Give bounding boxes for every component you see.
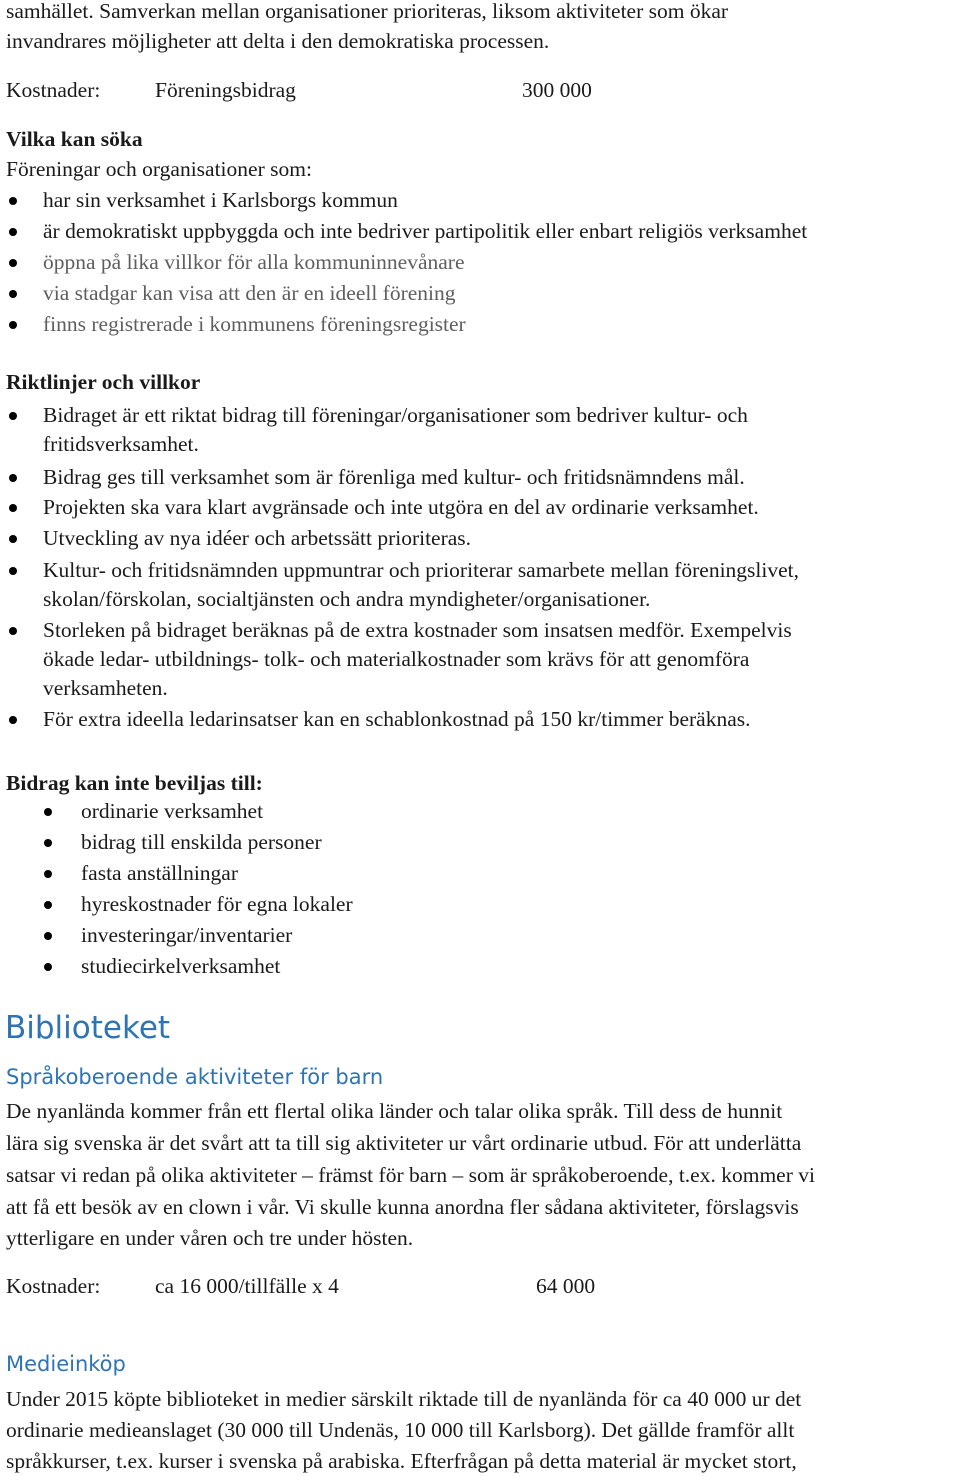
list-item: hyreskostnader för egna lokaler xyxy=(81,892,353,916)
list-item-cont: skolan/förskolan, socialtjänsten och andra myndigheter/organisationer. xyxy=(43,587,651,611)
bullet-icon xyxy=(9,321,17,329)
bullet-icon xyxy=(44,808,52,816)
list-item: Bidrag ges till verksamhet som är förenliga med kultur- och fritidsnämndens mål. xyxy=(43,465,745,489)
paragraph-line: Under 2015 köpte biblioteket in medier särskilt riktade till de nyanlända för ca 40 000 ur det xyxy=(6,1387,802,1411)
list-item: investeringar/inventarier xyxy=(81,923,293,947)
list-item: Storleken på bidraget beräknas på de extra kostnader som insatsen medför. Exempelvis xyxy=(43,618,792,642)
bullet-icon xyxy=(44,870,52,878)
cost-item: ca 16 000/tillfälle x 4 xyxy=(155,1274,339,1298)
bullet-icon xyxy=(44,839,52,847)
list-item: bidrag till enskilda personer xyxy=(81,830,322,854)
bullet-icon xyxy=(44,901,52,909)
library-subheading: Språkoberoende aktiviteter för barn xyxy=(6,1065,384,1089)
intro-line: samhället. Samverkan mellan organisationer prioriteras, liksom aktiviteter som ökar xyxy=(6,0,729,23)
section-intro: Föreningar och organisationer som: xyxy=(6,157,312,181)
list-item: finns registrerade i kommunens föreningsregister xyxy=(43,312,466,336)
paragraph-line: ordinarie medieanslaget (30 000 till Undenäs, 10 000 till Karlsborg). Det gällde framför allt xyxy=(6,1418,795,1442)
bullet-icon xyxy=(9,474,17,482)
paragraph-line: att få ett besök av en clown i vår. Vi skulle kunna anordna fler sådana aktiviteter, förslagsvis xyxy=(6,1195,799,1219)
bullet-icon xyxy=(44,963,52,971)
bullet-icon xyxy=(44,932,52,940)
paragraph-line: satsar vi redan på olika aktiviteter – främst för barn – som är språkoberoende, t.ex. kommer vi xyxy=(6,1163,815,1187)
library-heading: Biblioteket xyxy=(5,1010,171,1046)
bullet-icon xyxy=(9,716,17,724)
bullet-icon xyxy=(9,228,17,236)
list-item: Projekten ska vara klart avgränsade och inte utgöra en del av ordinarie verksamhet. xyxy=(43,495,759,519)
list-item: Utveckling av nya idéer och arbetssätt prioriteras. xyxy=(43,526,472,550)
bullet-icon xyxy=(9,259,17,267)
bullet-icon xyxy=(9,197,17,205)
list-item: studiecirkelverksamhet xyxy=(81,954,281,978)
list-item-cont: fritidsverksamhet. xyxy=(43,432,199,456)
bullet-icon xyxy=(9,567,17,575)
cost-label: Kostnader: xyxy=(6,78,101,102)
paragraph-line: lära sig svenska är det svårt att ta till sig aktiviteter ur vårt ordinarie utbud. För att underlätta xyxy=(6,1131,802,1155)
paragraph-line: ytterligare en under våren och tre under hösten. xyxy=(6,1226,414,1250)
list-item: För extra ideella ledarinsatser kan en schablonkostnad på 150 kr/timmer beräknas. xyxy=(43,707,751,731)
list-item: öppna på lika villkor för alla kommuninnevånare xyxy=(43,250,465,274)
cost-item: Föreningsbidrag xyxy=(155,78,296,102)
section-heading: Vilka kan söka xyxy=(6,127,143,151)
paragraph-line: De nyanlända kommer från ett flertal olika länder och talar olika språk. Till dess de hunnit xyxy=(6,1099,783,1123)
list-item: Kultur- och fritidsnämnden uppmuntrar och prioriterar samarbete mellan föreningslivet, xyxy=(43,558,800,582)
intro-line: invandrares möjligheter att delta i den demokratiska processen. xyxy=(6,29,550,53)
list-item: fasta anställningar xyxy=(81,861,239,885)
list-item: ordinarie verksamhet xyxy=(81,799,264,823)
bullet-icon xyxy=(9,627,17,635)
cost-label: Kostnader: xyxy=(6,1274,101,1298)
section-heading: Bidrag kan inte beviljas till: xyxy=(6,771,263,795)
list-item: har sin verksamhet i Karlsborgs kommun xyxy=(43,188,398,212)
list-item: Bidraget är ett riktat bidrag till föreningar/organisationer som bedriver kultur- och xyxy=(43,403,748,427)
media-heading: Medieinköp xyxy=(6,1352,126,1376)
bullet-icon xyxy=(9,504,17,512)
list-item-cont: ökade ledar- utbildnings- tolk- och materialkostnader som krävs för att genomföra xyxy=(43,647,750,671)
list-item-cont: verksamheten. xyxy=(43,676,168,700)
list-item: via stadgar kan visa att den är en ideell förening xyxy=(43,281,456,305)
list-item: är demokratiskt uppbyggda och inte bedriver partipolitik eller enbart religiös verksamhet xyxy=(43,219,808,243)
section-heading: Riktlinjer och villkor xyxy=(6,370,201,394)
paragraph-line: språkkurser, t.ex. kurser i svenska på arabiska. Efterfrågan på detta material är mycket stort, xyxy=(6,1449,797,1473)
bullet-icon xyxy=(9,535,17,543)
bullet-icon xyxy=(9,412,17,420)
cost-amount: 64 000 xyxy=(536,1274,596,1298)
cost-amount: 300 000 xyxy=(522,78,592,102)
bullet-icon xyxy=(9,290,17,298)
